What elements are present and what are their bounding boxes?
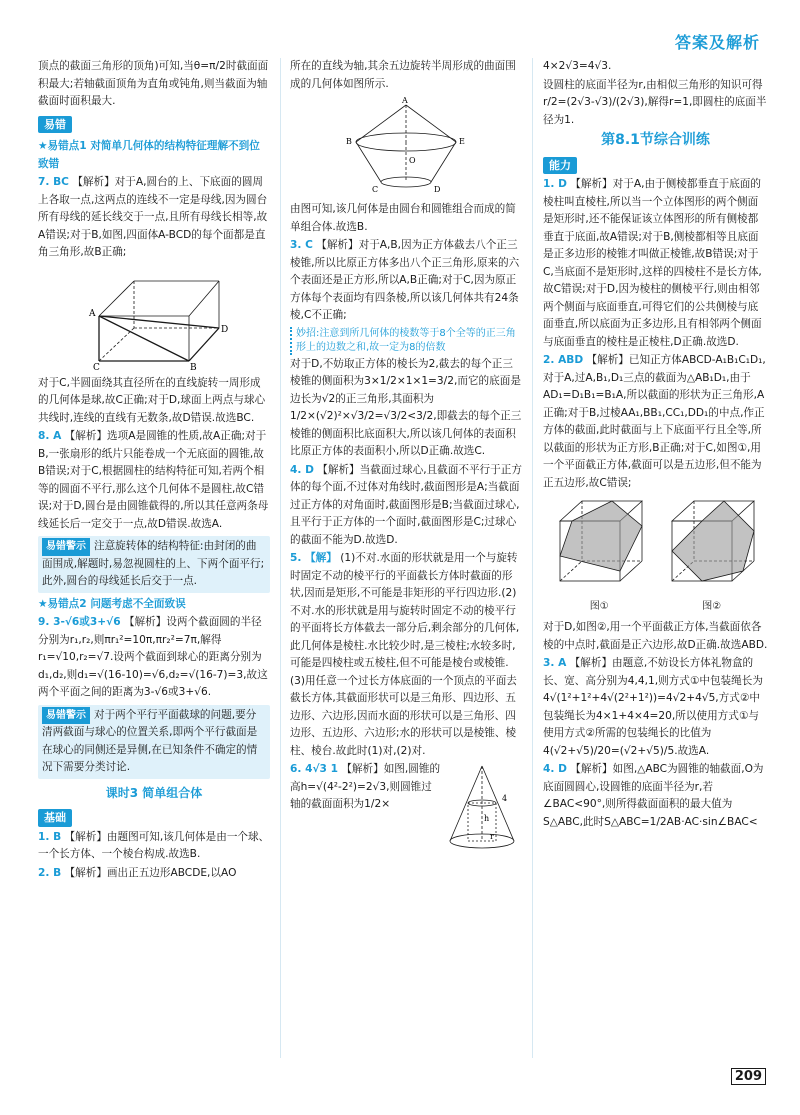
warning-box-2 <box>38 705 270 779</box>
node-title: 第8.1节综合训练 <box>601 132 710 148</box>
intro-text: 顶点的截面三角形的顶角)可知,当θ=π/2时截面面积最大;若轴截面顶角为直角或钝角,则当截面为轴截面时面积最大. <box>38 60 269 107</box>
q2-continued: 所在的直线为轴,其余五边旋转半周形成的曲面围成的几何体如图所示. <box>290 60 516 90</box>
q3-answer: 3. C <box>290 239 313 251</box>
tetrahedron-figure <box>79 266 229 371</box>
label-c: C <box>93 362 100 371</box>
section-jichu: 基础 <box>38 809 72 827</box>
q3-text: 【解析】对于A,B,因为正方体截去八个正三棱锥,所以比原正方体多出八个正三角形,原来的六个表面还是正方形,所以A,B正确;对于C,因为原正方体每个表面均有四条棱,所以该几何体共有24条棱,C不正确; <box>290 239 520 321</box>
q2-end: 由图可知,该几何体是由圆台和圆锥组合而成的简单组合体.故选B. <box>290 203 516 233</box>
q2 <box>543 352 768 492</box>
q1 <box>543 176 768 351</box>
figure-2 <box>664 496 759 615</box>
q1-answer: 1. D <box>543 178 567 190</box>
label-b: B <box>190 362 197 371</box>
q3-text-2: 对于D,不妨取正方体的棱长为2,截去的每个正三棱锥的侧面积为3×1/2×1×1=3/2,而它的底面是边长为√2的正三角形,其面积为1/2×(√2)²×√3/2=√3/2<3/2,即截去的每个正三棱锥的侧面积比底面积大,所以该几何体的表面积比原正方体的表面积小,所以D正确.故选C. <box>290 357 522 457</box>
lesson-title: 课时3 简单组合体 <box>105 785 203 800</box>
q4-text: 【解析】当截面过球心,且截面不平行于正方体的每个面,不过体对角线时,截面图形是A;当截面过正方体的对角面时,截面图形是B;当截面过球心,且平行于正方体的一个面时,截面图形是C;过球心的截面不能为D.故选D. <box>290 463 522 546</box>
column-1 <box>38 58 270 1058</box>
q4-answer: 4. D <box>290 463 314 476</box>
q2-text: 【解析】画出正五边形ABCDE,以AO <box>64 866 237 879</box>
label-4: 4 <box>502 794 508 803</box>
label-d: D <box>434 185 441 194</box>
q8-text: 【解析】选项A是圆锥的性质,故A正确;对于B,一张扇形的纸片只能卷成一个无底面的圆锥,故B错误;对于C,根据圆柱的结构特征可知,若两个相等的圆面不平行,那么这个几何体不是圆柱,故C错误;对于D,圆台是由圆锥截得的,所以其任意两条母线延长后一定交于一点,故D错误.故选A. <box>38 430 269 530</box>
cube-hexagon-section <box>664 496 759 591</box>
label-a: A <box>89 308 96 319</box>
cube-figures <box>543 496 768 615</box>
figure-1 <box>552 496 647 615</box>
q4-text: 【解析】如图,△ABC为圆锥的轴截面,O为底面圆圆心,设圆锥的底面半径为r,若∠BAC<90°,则所得截面面积的最大值为S△ABC,此时S△ABC=1/2AB·AC·sin∠BAC< <box>543 763 764 828</box>
q7-text-2: 对于C,半圆面绕其直径所在的直线旋转一周形成的几何体是球,故C正确;对于D,球面上两点与球心共线时,连线的直线有无数条,故D错误.故选BC. <box>38 376 266 424</box>
q9-text: 【解析】设两个截面圆的半径分别为r₁,r₂,则πr₁²=10π,πr₂²=7π,解得r₁=√10,r₂=√7.设两个截面到球心的距离分别为d₁,d₂,则d₁=√(16-10)=√6,d₂=√(16-7)=3,故这两个平面之间的距离为3-√6或3+√6. <box>38 616 268 698</box>
q3 <box>543 655 768 760</box>
warning-box-1 <box>38 536 270 593</box>
q8 <box>38 428 270 533</box>
yicuo-point-1: ★易错点1 对简单几何体的结构特征理解不到位致错 <box>38 140 260 170</box>
label-o: O <box>409 156 416 165</box>
q9-answer: 9. 3-√6或3+√6 <box>38 616 121 628</box>
q6-answer: 6. 4√3 1 <box>290 763 338 775</box>
label-d: D <box>221 324 229 335</box>
q2-text-2: 对于D,如图②,用一个平面截正方体,当截面依各棱的中点时,截面是正六边形,故D正确.故选ABD. <box>543 621 768 651</box>
q2-text: 【解析】已知正方体ABCD-A₁B₁C₁D₁,对于A,过A,B₁,D₁三点的截面为△AB₁D₁,由于AD₁=D₁B₁=B₁A,所以截面的形状为正三角形,A正确;对于B,过棱AA₁,BB₁,CC₁,DD₁的中点,作正方体的截面,此时截面与上下底面平行且全等,所以截面的形状为正方形,B正确;对于C,如图①,用一个平面截正方体,截面可以是五边形,但不能为正五边形,故C错误; <box>543 354 766 489</box>
q3 <box>290 237 522 325</box>
frustum-cone-figure <box>336 97 476 197</box>
q2-answer: 2. ABD <box>543 354 584 366</box>
warning-text: 注意旋转体的结构特征:由封闭的曲面围成,解题时,易忽视圆柱的上、下两个面平行;此外,圆台的母线延长后交于一点. <box>42 540 265 587</box>
label-h: h <box>484 814 490 823</box>
q1-text: 【解析】由题图可知,该几何体是由一个球、一个长方体、一个棱台构成.故选B. <box>38 830 270 860</box>
q1-answer: 1. B <box>38 830 62 843</box>
q4 <box>290 462 522 550</box>
q3-note: 妙招:注意到所几何体的棱数等于8个全等的正三角形上的边数之和,故一定为8的倍数 <box>290 327 522 355</box>
page-header-title: 答案及解析 <box>674 33 760 52</box>
label-a: A <box>402 97 408 105</box>
warning-title: 易错警示 <box>42 707 90 725</box>
q6-cont-2: 设圆柱的底面半径为r,由相似三角形的知识可得r/2=(2√3-√3)/(2√3),解得r=1,即圆柱的底面半径为1. <box>543 78 767 126</box>
column-divider <box>280 58 281 1058</box>
column-3 <box>543 58 768 1058</box>
q5-answer: 5. 【解】 <box>290 552 337 564</box>
q3-text: 【解析】由题意,不妨设长方体礼物盒的长、宽、高分别为4,4,1,则方式①中包装绳长为4√(1²+1²+4√(2²+1²))=4√2+4√5,方式②中包装绳长为4×1+4×4=20,所以使用方式①与使用方式②所需的包装绳长的比值为4(√2+√5)/20=(√2+√5)/5.故选A. <box>543 657 763 757</box>
q7-text: 【解析】对于A,圆台的上、下底面的圆周上各取一点,这两点的连线不一定是母线,因为圆台所有母线的延长线交于一点,且所有母线长相等,故A错误;对于B,如图,四面体A-BCD的每个面都是直角三角形,故B正确; <box>38 176 268 258</box>
q2 <box>38 865 270 883</box>
q6-cont-1: 4×2√3=4√3. <box>543 60 612 72</box>
figure-1-caption: 图① <box>589 600 609 612</box>
q8-answer: 8. A <box>38 430 62 442</box>
q4 <box>543 761 768 831</box>
column-2 <box>290 58 522 1058</box>
label-c: C <box>372 185 379 194</box>
cube-pentagon-section <box>552 496 647 591</box>
q6-text: 【解析】如图,圆锥的高h=√(4²-2²)=2√3,则圆锥过轴的截面面积为1/2× <box>290 763 441 810</box>
section-yicuo: 易错 <box>38 116 72 134</box>
label-r: r <box>490 832 494 841</box>
q1-text: 【解析】对于A,由于侧棱都垂直于底面的棱柱叫直棱柱,所以当一个立体图形的两个侧面是矩形时,还不能保证该立体图形的所有侧棱都垂直于底面,故A错误;对于B,侧棱都相等且底面是正多边形的棱锥才叫做正棱锥,故B错误;对于C,当底面不是矩形时,这样的四棱柱不是长方体,故C错误;对于D,因为棱柱的侧棱平行,则由相邻两个侧面与底面垂直,可得它们的公共侧棱与底面垂直,所以底面为正多边形,且有相邻两个侧面与底面垂直的棱柱是正棱柱,D正确.故选D. <box>543 178 762 348</box>
q2-answer: 2. B <box>38 866 62 879</box>
warning-text: 对于两个平行平面截球的问题,要分清两截面与球心的位置关系,即两个平行截面是在球心的同侧还是异侧,在已知条件不确定的情况下需要分类讨论. <box>42 708 258 773</box>
q4-answer: 4. D <box>543 763 567 775</box>
q9 <box>38 614 270 702</box>
warning-title: 易错警示 <box>42 538 90 556</box>
q5 <box>290 550 522 760</box>
section-nengli: 能力 <box>543 157 577 175</box>
q1 <box>38 829 270 864</box>
q5-text: (1)不对.水面的形状就是用一个与旋转时固定不动的棱平行的平面截长方体时截面的形状,因而是矩形,不可能是非矩形的平行四边形.(2)不对.水的形状就是用与旋转时固定不动的棱平行的平面将长方体截去一部分后,剩余部分的几何体,此几何体是棱柱.水比较少时,是三棱柱;水较多时,可能是四棱柱或五棱柱,但不可能是棱台或棱锥.(3)用任意一个过长方体底面的一个顶点的平面去截长方体,其截面形状可以是三角形、四边形、五边形、六边形,因而水面的形状可以是三角形、四边形、五边形、六边形;水的形状可以是棱锥、棱柱、棱台.故此时(1)对,(2)对. <box>290 552 520 757</box>
label-b: B <box>346 137 352 146</box>
column-divider <box>532 58 533 1058</box>
page-number: 209 <box>731 1068 766 1085</box>
q3-answer: 3. A <box>543 657 567 669</box>
figure-2-caption: 图② <box>702 600 722 612</box>
q7-answer: 7. BC <box>38 176 69 188</box>
q6 <box>290 761 442 855</box>
q7 <box>38 174 270 262</box>
cone-figure <box>442 761 522 856</box>
yicuo-point-2: ★易错点2 问题考虑不全面致误 <box>38 597 186 610</box>
q6-block <box>290 761 522 856</box>
label-e: E <box>459 137 465 146</box>
